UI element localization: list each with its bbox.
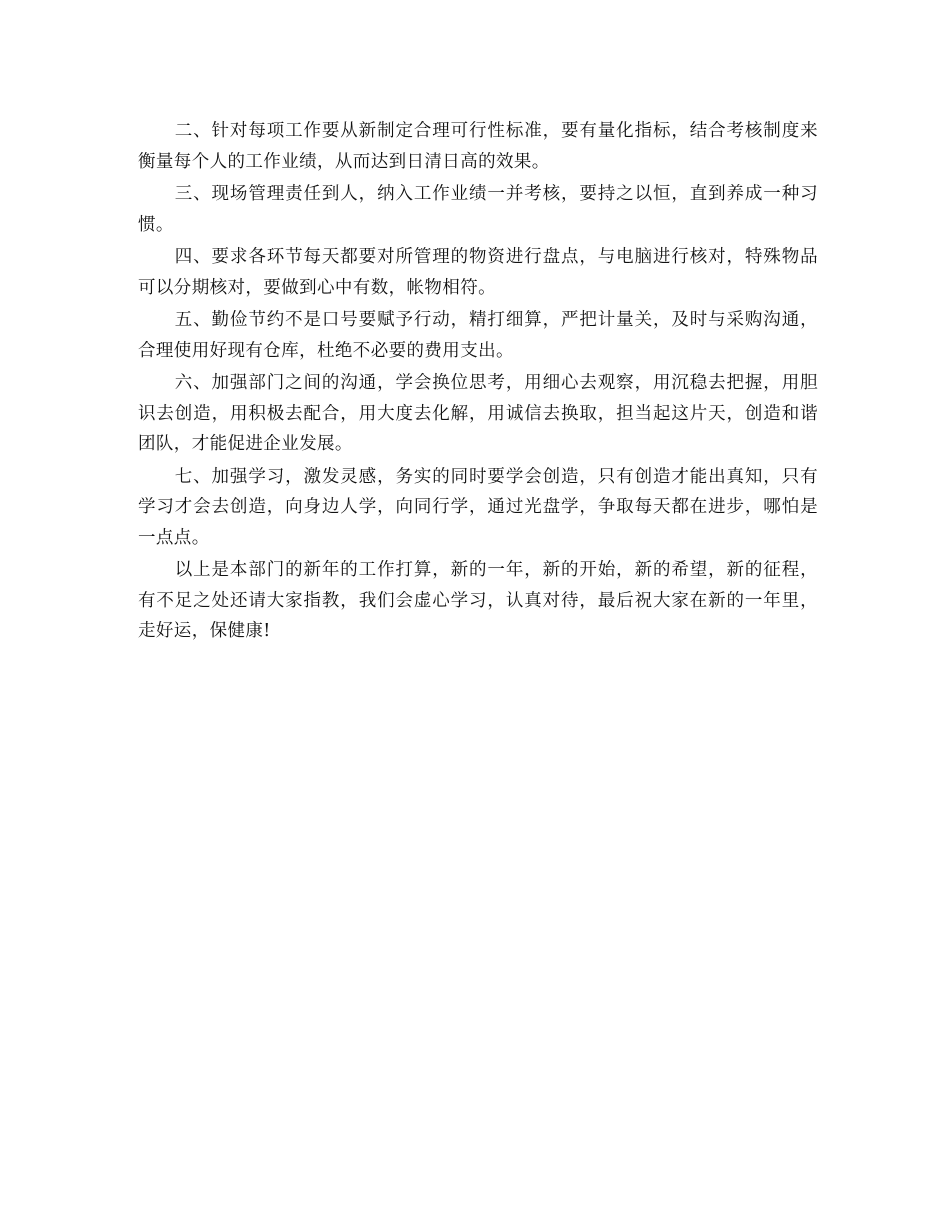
paragraph-2: 二、针对每项工作要从新制定合理可行性标准，要有量化指标，结合考核制度来衡量每个人的工作业绩，从而达到日清日高的效果。 xyxy=(138,121,818,172)
paragraph-3: 三、现场管理责任到人，纳入工作业绩一并考核，要持之以恒，直到养成一种习惯。 xyxy=(138,184,818,235)
paragraph-closing: 以上是本部门的新年的工作打算，新的一年，新的开始，新的希望，新的征程，有不足之处还请大家指教，我们会虚心学习，认真对待，最后祝大家在新的一年里，走好运，保健康! xyxy=(138,560,818,641)
paragraph-5: 五、勤俭节约不是口号要赋予行动，精打细算，严把计量关，及时与采购沟通，合理使用好现有仓库，杜绝不必要的费用支出。 xyxy=(138,310,818,361)
document-body xyxy=(138,116,818,649)
paragraph-4: 四、要求各环节每天都要对所管理的物资进行盘点，与电脑进行核对，特殊物品可以分期核对，要做到心中有数，帐物相符。 xyxy=(138,247,818,298)
paragraph-6: 六、加强部门之间的沟通，学会换位思考，用细心去观察，用沉稳去把握，用胆识去创造，用积极去配合，用大度去化解，用诚信去换取，担当起这片天，创造和谐团队，才能促进企业发展。 xyxy=(138,373,818,454)
paragraph-7: 七、加强学习，激发灵感，务实的同时要学会创造，只有创造才能出真知，只有学习才会去创造，向身边人学，向同行学，通过光盘学，争取每天都在进步，哪怕是一点点。 xyxy=(138,466,818,548)
